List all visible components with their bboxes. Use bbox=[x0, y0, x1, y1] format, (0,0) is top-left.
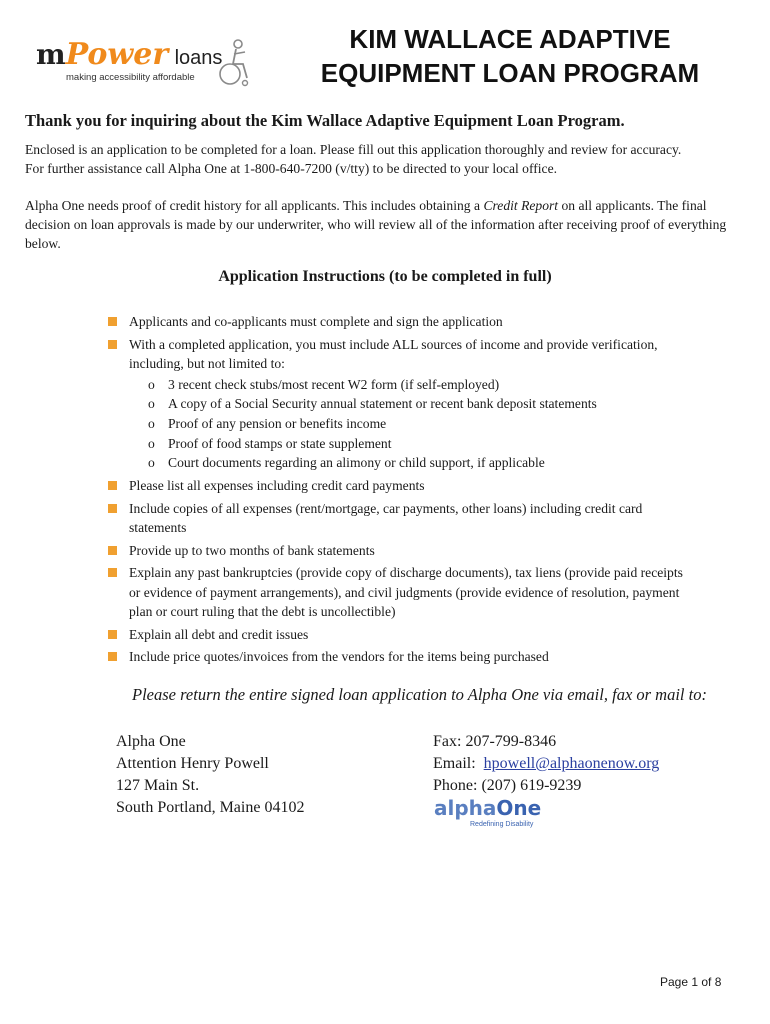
sub-list-item bbox=[129, 414, 697, 434]
intro-para2-before: Alpha One needs proof of credit history for all applicants. This includes obtaining a bbox=[25, 198, 484, 213]
bullet-square-icon bbox=[108, 568, 117, 577]
address-line-1: Alpha One bbox=[116, 733, 186, 750]
sub-bullet-marker: o bbox=[148, 415, 155, 431]
sub-list-item bbox=[129, 434, 697, 454]
bullet-square-icon bbox=[108, 504, 117, 513]
list-item-text: Include price quotes/invoices from the vendors for the items being purchased bbox=[129, 649, 549, 665]
sub-bullet-marker: o bbox=[148, 376, 155, 392]
list-item-text: Explain all debt and credit issues bbox=[129, 626, 309, 642]
wheelchair-icon bbox=[216, 38, 252, 88]
bullet-square-icon bbox=[108, 630, 117, 639]
return-instructions: Please return the entire signed loan application to Alpha One via email, fax or mail to: bbox=[132, 685, 707, 704]
list-item bbox=[107, 647, 697, 667]
intro-paragraph-2 bbox=[25, 196, 745, 253]
email-row bbox=[433, 753, 659, 775]
alphaone-logo-alpha: alpha bbox=[434, 796, 497, 820]
sub-list-item bbox=[129, 453, 697, 473]
intro-para1-line2: For further assistance call Alpha One at 1-800-640-7200 (v/tty) to be directed to your local office. bbox=[25, 161, 558, 176]
list-item-text: Explain any past bankruptcies (provide copy of discharge documents), tax liens (provide paid receipts or evidence of payment arrangements), and civil judgments (provide evidence of resolution, payment plan or court ruling that the debt is uncollectible) bbox=[129, 565, 683, 620]
intro-heading: Thank you for inquiring about the Kim Wallace Adaptive Equipment Loan Program. bbox=[25, 111, 625, 130]
intro-para2-after: on all applicants. The final decision on loan approvals is made by our underwriter, who will review all of the information after receiving proof of everything below. bbox=[25, 198, 727, 251]
page-number: Page 1 of 8 bbox=[660, 975, 722, 989]
list-item-text: Please list all expenses including credit card payments bbox=[129, 478, 425, 494]
email-label: Email: bbox=[433, 755, 476, 772]
income-sources-sublist bbox=[129, 375, 697, 474]
sub-list-item bbox=[129, 375, 697, 395]
bullet-square-icon bbox=[108, 481, 117, 490]
sub-list-item bbox=[129, 394, 697, 414]
credit-report-emphasis: Credit Report bbox=[483, 198, 559, 213]
list-item bbox=[107, 625, 697, 645]
list-item-text: With a completed application, you must include ALL sources of income and provide verification, including, but not limited to: bbox=[129, 336, 658, 371]
mpower-logo bbox=[36, 34, 256, 90]
logo-loans: loans bbox=[174, 47, 223, 69]
sub-item-text: Court documents regarding an alimony or child support, if applicable bbox=[168, 455, 545, 471]
address-line-3: 127 Main St. bbox=[116, 777, 200, 794]
intro-paragraph-1 bbox=[25, 140, 750, 178]
email-link[interactable]: hpowell@alphaonenow.org bbox=[483, 755, 660, 772]
alphaone-tagline: Redefining Disability bbox=[470, 821, 534, 828]
sub-bullet-marker: o bbox=[148, 396, 155, 412]
address-line-2: Attention Henry Powell bbox=[116, 755, 269, 772]
bullet-square-icon bbox=[108, 652, 117, 661]
instructions-heading: Application Instructions (to be completed in full) bbox=[218, 268, 552, 285]
sub-item-text: 3 recent check stubs/most recent W2 form (if self-employed) bbox=[168, 376, 500, 392]
instructions-list bbox=[107, 312, 697, 670]
alphaone-logo-one: One bbox=[496, 796, 542, 820]
list-item bbox=[107, 476, 697, 496]
phone-number: Phone: (207) 619-9239 bbox=[433, 777, 582, 794]
list-item-text: Applicants and co-applicants must complete and sign the application bbox=[129, 314, 503, 329]
logo-m: m bbox=[36, 38, 66, 71]
sub-item-text: Proof of any pension or benefits income bbox=[168, 415, 387, 431]
mailing-address bbox=[116, 731, 304, 819]
address-line-4: South Portland, Maine 04102 bbox=[116, 799, 305, 816]
bullet-square-icon bbox=[108, 340, 117, 349]
intro-para1-line1: Enclosed is an application to be completed for a loan. Please fill out this application thoroughly and review for accuracy. bbox=[25, 142, 682, 157]
sub-item-text: A copy of a Social Security annual statement or recent bank deposit statements bbox=[168, 396, 597, 412]
logo-power: Power bbox=[65, 37, 169, 72]
list-item bbox=[107, 499, 697, 538]
list-item bbox=[107, 541, 697, 561]
sub-item-text: Proof of food stamps or state supplement bbox=[168, 435, 392, 451]
title-line-1: KIM WALLACE ADAPTIVE bbox=[349, 24, 671, 54]
contact-info bbox=[433, 731, 659, 797]
list-item-text: Include copies of all expenses (rent/mortgage, car payments, other loans) including credit card statements bbox=[129, 500, 643, 536]
logo-tagline: making accessibility affordable bbox=[66, 72, 195, 83]
list-item-text: Provide up to two months of bank statements bbox=[129, 542, 375, 558]
list-item bbox=[107, 563, 697, 622]
list-item bbox=[107, 312, 697, 332]
bullet-square-icon bbox=[108, 546, 117, 555]
page-title bbox=[300, 22, 720, 90]
fax-number: Fax: 207-799-8346 bbox=[433, 733, 557, 750]
bullet-square-icon bbox=[108, 317, 117, 326]
list-item bbox=[107, 335, 697, 474]
alphaone-logo bbox=[434, 796, 544, 828]
sub-bullet-marker: o bbox=[148, 435, 155, 451]
title-line-2: EQUIPMENT LOAN PROGRAM bbox=[320, 58, 700, 88]
sub-bullet-marker: o bbox=[148, 455, 155, 471]
